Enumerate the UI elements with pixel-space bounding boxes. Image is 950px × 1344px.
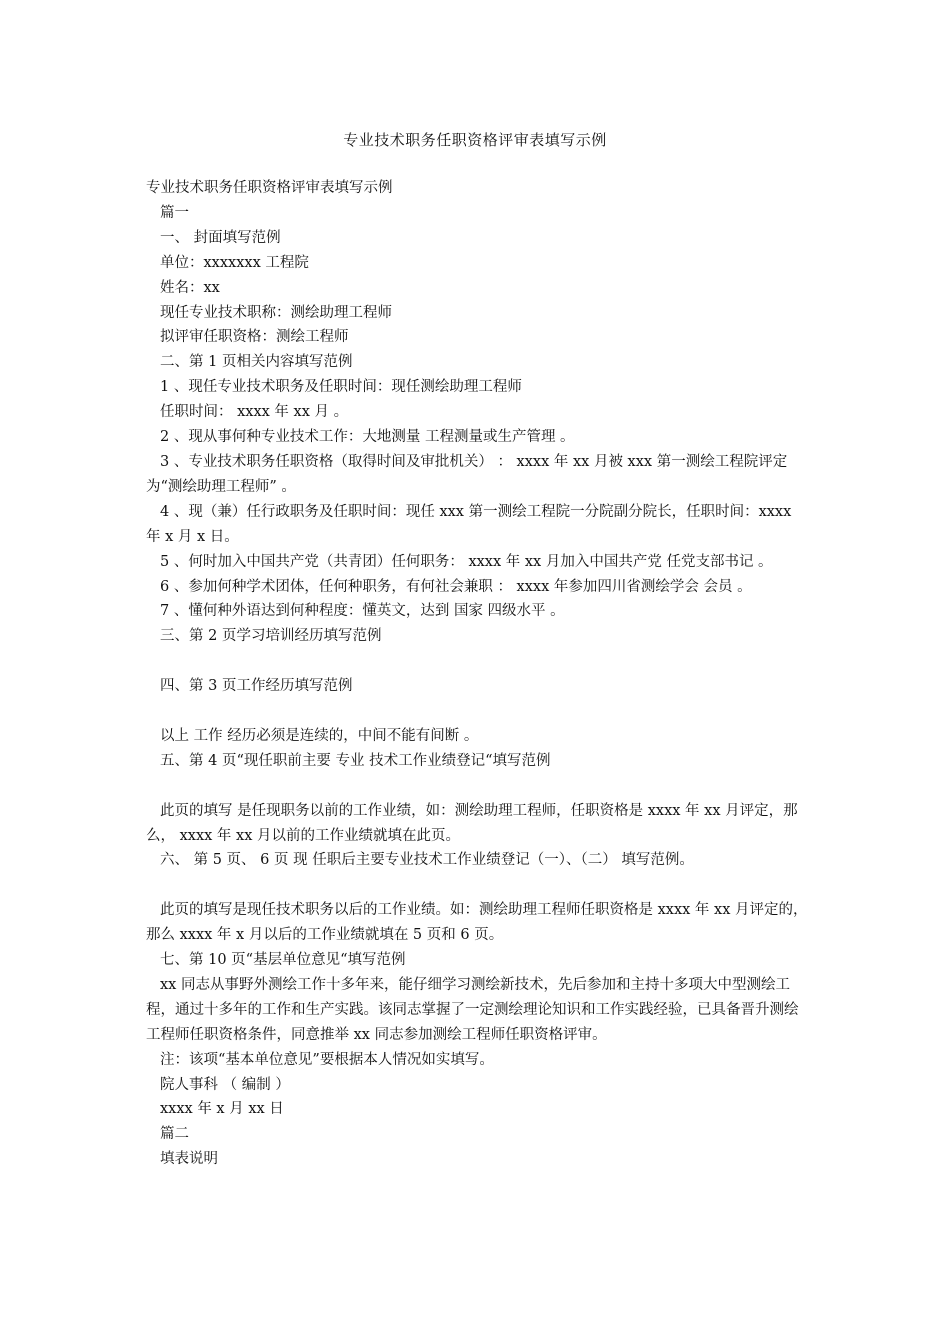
text-line: 填表说明 (160, 1151, 218, 1168)
text-line: 注：该项“基本单位意见”要根据本人情况如实填写。 (160, 1051, 494, 1068)
blank-line (146, 649, 810, 674)
page-title: 专业技术职务任职资格评审表填写示例 (343, 131, 607, 149)
text-line: 六、 第 5 页、 6 页 现 任职后主要专业技术工作业绩登记（一）、（二） 填写范例。 (160, 852, 694, 869)
text-line: 四、第 3 页工作经历填写范例 (160, 678, 353, 695)
text-line: 6 、参加何种学术团体，任何种职务，有何社会兼职 ： xxxx 年参加四川省测绘学会 会员 。 (160, 578, 752, 595)
blank-line (146, 699, 810, 724)
text-line: 此页的填写 是任现职务以前的工作业绩，如：测绘助理工程师，任职资格是 xxxx 年 xx 月评定，那么， xxxx 年 xx 月以前的工作业绩就填在此页。 (146, 802, 798, 844)
text-line: 7 、懂何种外语达到何种程度：懂英文，达到 国家 四级水平 。 (160, 603, 565, 620)
text-line: 五、第 4 页“现任职前主要 专业 技术工作业绩登记“填写范例 (160, 752, 551, 769)
text-line: xxxx 年 x 月 xx 日 (160, 1101, 284, 1118)
document-heading: 专业技术职务任职资格评审表填写示例 (146, 180, 393, 196)
blank-line (146, 774, 810, 799)
text-line: 此页的填写是现任技术职务以后的工作业绩。如：测绘助理工程师任职资格是 xxxx 年 xx 月评定的，那么 xxxx 年 x 月以后的工作业绩就填在 5 页和 6 页。 (146, 902, 808, 944)
text-line: 单位：xxxxxxx 工程院 (160, 254, 309, 271)
document-body (146, 176, 810, 1172)
text-line: 拟评审任职资格：测绘工程师 (160, 329, 349, 346)
text-line: 一、 封面填写范例 (160, 229, 281, 246)
text-line: 姓名：xx (160, 279, 220, 296)
text-line: 篇一 (160, 204, 189, 221)
text-line: 任职时间： xxxx 年 xx 月 。 (160, 404, 349, 421)
text-line: 2 、现从事何种专业技术工作：大地测量 工程测量或生产管理 。 (160, 429, 575, 446)
text-line: 二、第 1 页相关内容填写范例 (160, 354, 353, 371)
text-line: 七、第 10 页“基层单位意见“填写范例 (160, 952, 406, 969)
text-line: 三、第 2 页学习培训经历填写范例 (160, 628, 382, 645)
text-line: 4 、现（兼）任行政职务及任职时间：现任 xxx 第一测绘工程院一分院副分院长，任职时间：xxxx 年 x 月 x 日。 (146, 503, 792, 545)
text-line: 篇二 (160, 1126, 189, 1143)
text-line: 以上 工作 经历必须是连续的，中间不能有间断 。 (160, 727, 479, 744)
text-line: 院人事科 （ 编制 ） (160, 1076, 290, 1093)
blank-line (146, 873, 810, 898)
text-line: 3 、专业技术职务任职资格（取得时间及审批机关） ： xxxx 年 xx 月被 xxx 第一测绘工程院评定为“测绘助理工程师” 。 (146, 453, 788, 495)
text-line: xx 同志从事野外测绘工作十多年来，能仔细学习测绘新技术，先后参加和主持十多项大中型测绘工程，通过十多年的工作和生产实践。该同志掌握了一定测绘理论知识和工作实践经验，已具备晋升测绘工程师任职资格条件，同意推举 xx 同志参加测绘工程师任职资格评审。 (146, 976, 799, 1043)
text-line: 5 、何时加入中国共产党（共青团）任何职务： xxxx 年 xx 月加入中国共产党 任党支部书记 。 (160, 553, 773, 570)
text-line: 现任专业技术职称：测绘助理工程师 (160, 304, 392, 321)
text-line: 1 、现任专业技术职务及任职时间：现任测绘助理工程师 (160, 379, 522, 396)
